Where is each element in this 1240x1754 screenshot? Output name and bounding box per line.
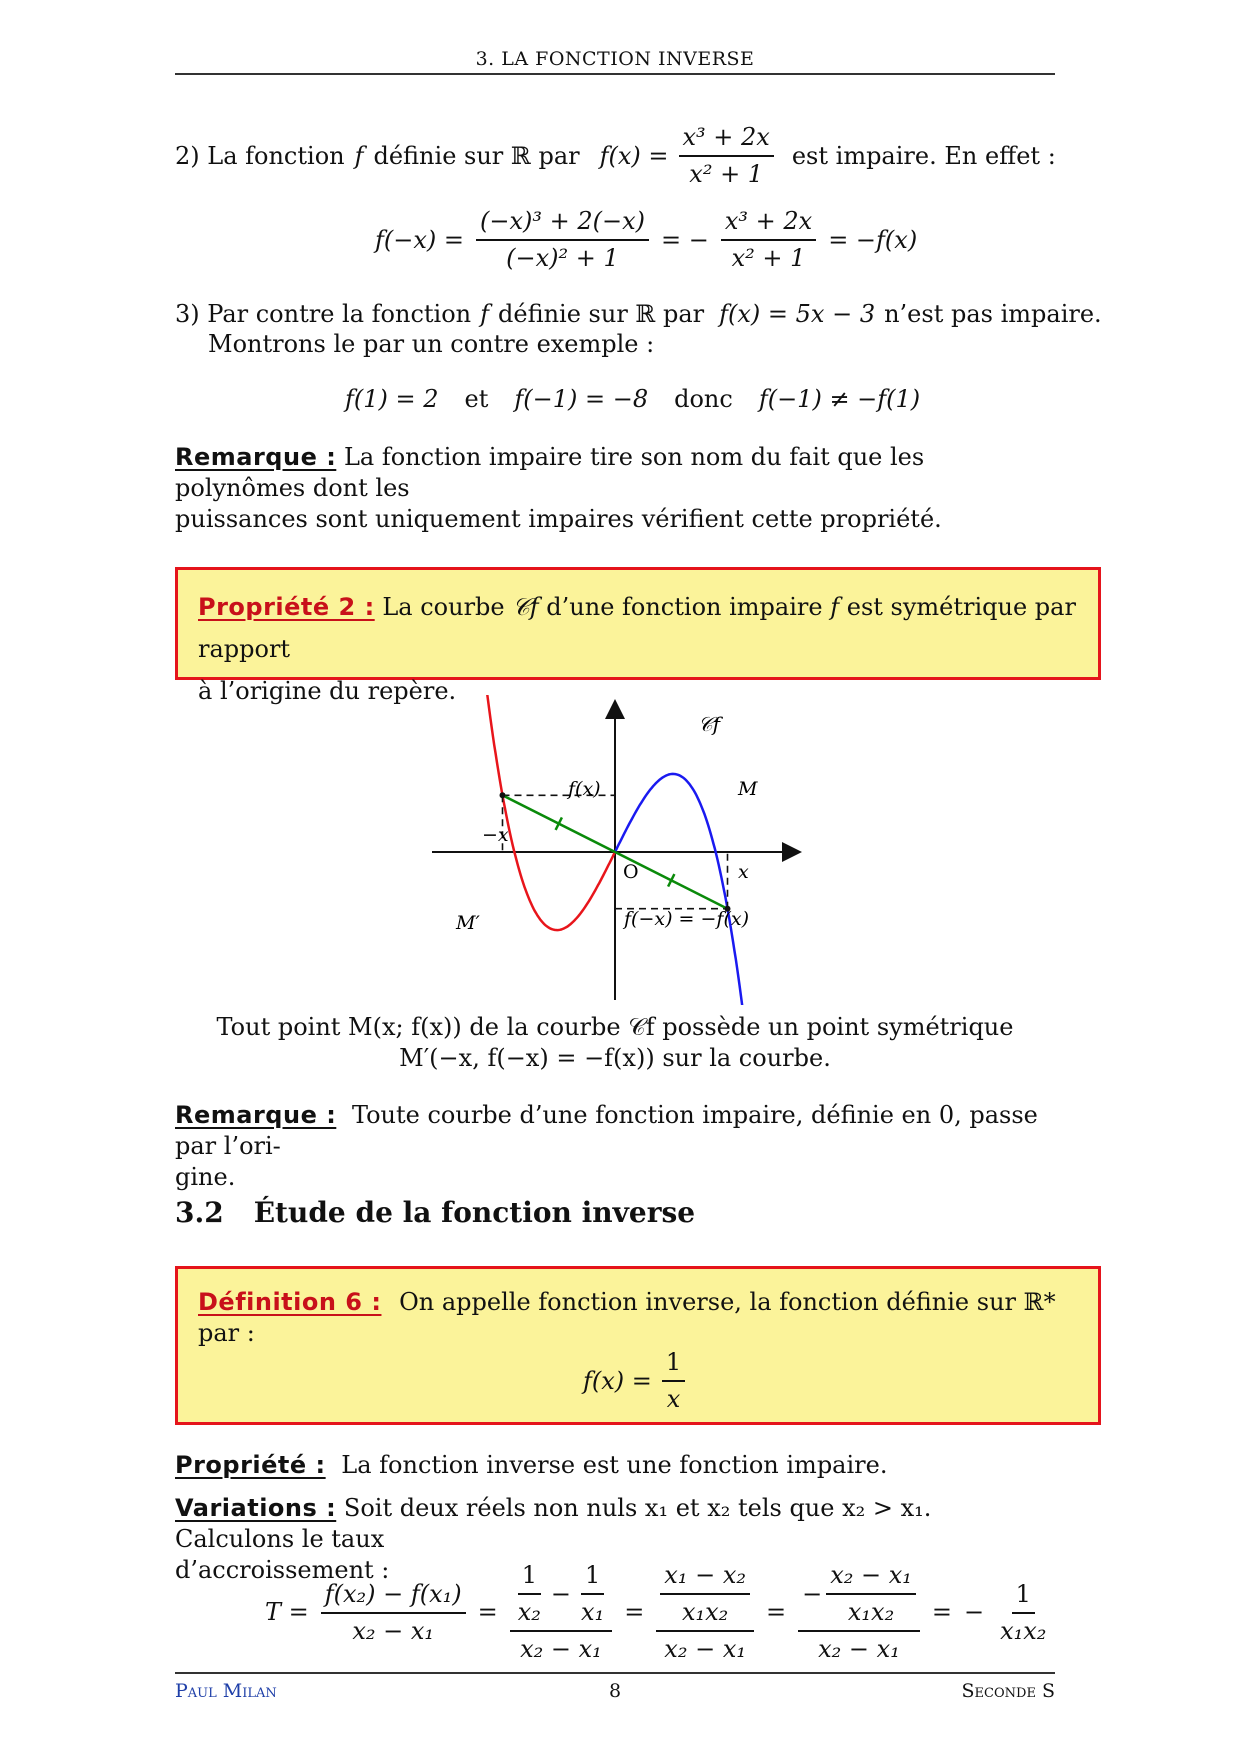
footer-rule [175, 1672, 1055, 1674]
propriete-2-label: Propriété 2 : [198, 593, 375, 621]
propriete: Propriété : La fonction inverse est une fonction impaire. [175, 1451, 888, 1479]
fraction: $\frac{\text{x³ + 2x}}{\text{x² + 1}}$ [679, 122, 774, 190]
curve-positive-branch [615, 774, 773, 1005]
fraction: $\frac{\frac{\text{x₁ − x₂}}{\text{x₁x₂}}}{\text{x₂ − x₁}}$ [656, 1560, 754, 1665]
footer-author: Paul Milan [175, 1680, 277, 1702]
header-rule [175, 73, 1055, 75]
fraction: $\frac{1}{\text{x₁x₂}}$ [1000, 1579, 1047, 1645]
variations: Variations : Soit deux réels non nuls x₁ et x₂ tels que x₂ > x₁. Calculons le taux d’accroissement : [175, 1494, 932, 1584]
fraction: $\frac{1}{\text{x₂}}$ − $\frac{1}{\text{x₁}}$ x₂ − x₁ [510, 1560, 612, 1665]
example-2-statement: 2) La fonction f définie sur ℝ par f(x) = $\frac{\text{x³ + 2x}}{\text{x² + 1}}$ est impaire. En effet : [175, 123, 1056, 188]
fraction: − $\frac{\text{x₂ − x₁}}{\text{x₁x₂}}$ x₂ − x₁ [798, 1560, 920, 1665]
example-2-calculation: f(−x) = $\frac{\text{(−x)³ + 2(−x)}}{\text{(−x)² + 1}}$ = − $\frac{\text{x³ + 2x}}{\text{x² + 1}}$ = −f(x) [375, 207, 918, 272]
x-label: x [738, 861, 749, 883]
definition-6-label: Définition 6 : [198, 1288, 382, 1316]
cf-label: 𝒞f [698, 712, 720, 736]
remarque-2: Remarque : Toute courbe d’une fonction impaire, définie en 0, passe par l’ori- gine. [175, 1101, 1038, 1191]
variations-label: Variations : [175, 1494, 337, 1522]
f-neg-x-label: f(−x) = −f(x) [624, 908, 749, 930]
inverse-function-formula: f(x) = $\frac{1}{x}$ [583, 1347, 685, 1415]
m-prime-label: M′ [456, 912, 480, 934]
section-heading: 3.2 Étude de la fonction inverse [175, 1196, 696, 1229]
remarque-label: Remarque : [175, 1101, 337, 1129]
rate-of-change-formula: T = $\frac{\text{f(x₂) − f(x₁)}}{\text{x₂ − x₁}}$ = $\frac{1}{\text{x₂}}$ − $\frac{1}{\text{x₁}}$ x₂ − x₁ = $\frac{\frac{\text{x₁ − x₂}}{\text{x₁x₂}}}{\text{x₂ − x₁}}$ = − $\frac{\text{x₂ − x₁}}{\text{x₁x₂}}$ x₂ − x₁ = − $\frac{1}{\text{x₁x₂}}$ [265, 1560, 1050, 1665]
propriete-label: Propriété : [175, 1451, 326, 1479]
m-label: M [738, 778, 758, 800]
running-header: 3. LA FONCTION INVERSE [475, 48, 755, 70]
graph-caption: Tout point M(x; f(x)) de la courbe 𝒞f possède un point symétrique M′(−x, f(−x) = −f(x)) sur la courbe. [216, 1013, 1014, 1072]
remarque-1: Remarque : La fonction impaire tire son nom du fait que les polynômes dont les puissances sont uniquement impaires vérifient cette propriété. [175, 443, 942, 533]
fraction: $\frac{\text{x³ + 2x}}{\text{x² + 1}}$ [721, 206, 816, 274]
fraction: $\frac{1}{x}$ [662, 1347, 685, 1415]
remarque-label: Remarque : [175, 443, 337, 471]
propriete-2-box: Propriété 2 : La courbe 𝒞f d’une fonction impaire f est symétrique par rapport à l’origine du repère. [175, 567, 1101, 680]
example-3-line1: 3) Par contre la fonction f définie sur ℝ par f(x) = 5x − 3 n’est pas impaire. [175, 300, 1102, 328]
definition-6-box: Définition 6 : On appelle fonction inverse, la fonction définie sur ℝ* par : f(x) = $\frac{1}{x}$ [175, 1266, 1101, 1425]
origin-label: O [623, 861, 639, 883]
example-3-counterexample: f(1) = 2 et f(−1) = −8 donc f(−1) ≠ −f(1) [345, 385, 921, 413]
point-m-prime [500, 792, 506, 798]
footer-page-number: 8 [608, 1680, 622, 1702]
fraction: $\frac{\text{f(x₂) − f(x₁)}}{\text{x₂ − x₁}}$ [321, 1579, 466, 1647]
odd-function-graph [420, 695, 820, 1005]
fraction: $\frac{\text{(−x)³ + 2(−x)}}{\text{(−x)² + 1}}$ [476, 206, 649, 274]
footer-course: Seconde S [961, 1680, 1055, 1702]
fx-label: f(x) [568, 778, 601, 800]
neg-x-label: −x [482, 824, 509, 846]
example-3-line2: Montrons le par un contre exemple : [208, 330, 655, 358]
